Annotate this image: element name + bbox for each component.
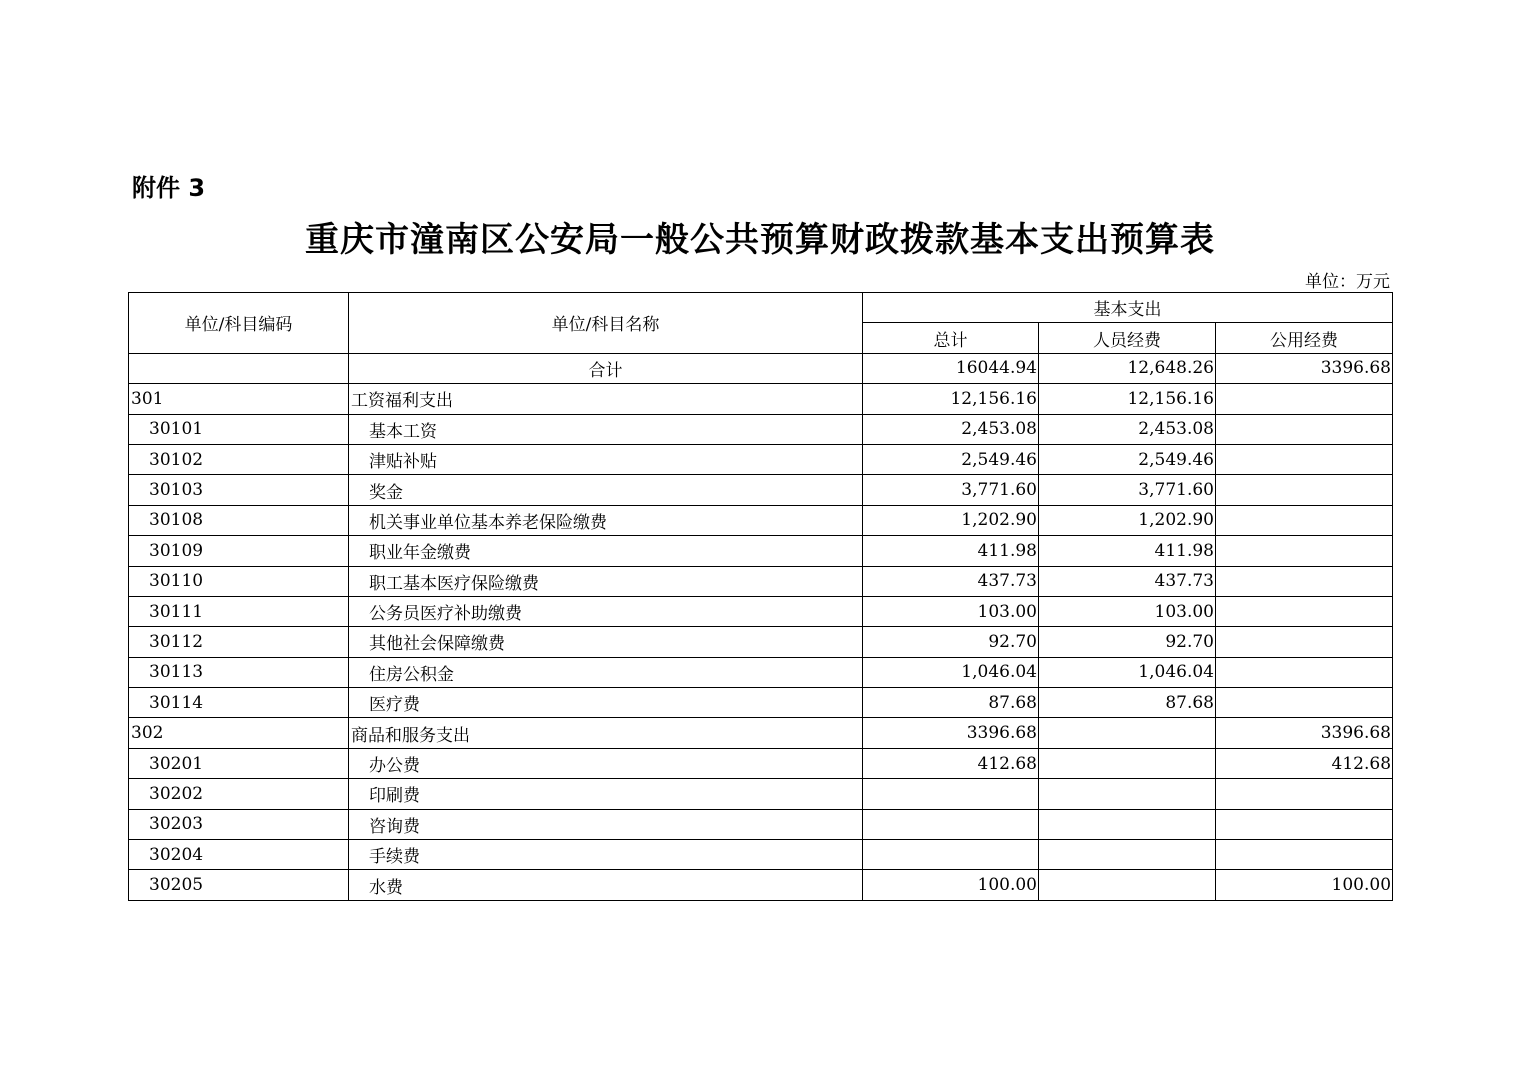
cell-personnel: 12,648.26 — [1039, 353, 1216, 383]
cell-personnel: 87.68 — [1039, 688, 1216, 718]
header-code: 单位/科目编码 — [129, 293, 349, 354]
table-row — [129, 688, 1393, 718]
cell-personnel: 103.00 — [1039, 596, 1216, 626]
table-row — [129, 505, 1393, 535]
cell-public — [1216, 475, 1393, 505]
cell-public — [1216, 505, 1393, 535]
cell-personnel — [1039, 718, 1216, 748]
cell-public — [1216, 596, 1393, 626]
cell-code: 30111 — [129, 596, 349, 626]
cell-personnel — [1039, 748, 1216, 778]
header-name: 单位/科目名称 — [349, 293, 863, 354]
cell-name: 办公费 — [349, 748, 863, 778]
cell-total: 2,453.08 — [863, 414, 1039, 444]
cell-total: 1,202.90 — [863, 505, 1039, 535]
cell-name: 手续费 — [349, 840, 863, 870]
cell-code: 30202 — [129, 779, 349, 809]
cell-name: 机关事业单位基本养老保险缴费 — [349, 505, 863, 535]
header-public: 公用经费 — [1216, 323, 1393, 353]
cell-public — [1216, 536, 1393, 566]
cell-code — [129, 353, 349, 383]
cell-public — [1216, 657, 1393, 687]
table-row — [129, 384, 1393, 414]
cell-personnel: 411.98 — [1039, 536, 1216, 566]
cell-personnel: 1,046.04 — [1039, 657, 1216, 687]
cell-name: 基本工资 — [349, 414, 863, 444]
table-row — [129, 748, 1393, 778]
cell-code: 301 — [129, 384, 349, 414]
table-row — [129, 414, 1393, 444]
table-row — [129, 353, 1393, 383]
cell-total: 1,046.04 — [863, 657, 1039, 687]
cell-total: 3,771.60 — [863, 475, 1039, 505]
cell-code: 30205 — [129, 870, 349, 900]
table-body — [129, 353, 1393, 900]
table-row — [129, 596, 1393, 626]
header-total: 总计 — [863, 323, 1039, 353]
cell-name: 职工基本医疗保险缴费 — [349, 566, 863, 596]
cell-personnel: 437.73 — [1039, 566, 1216, 596]
cell-public — [1216, 840, 1393, 870]
cell-public — [1216, 809, 1393, 839]
cell-name: 其他社会保障缴费 — [349, 627, 863, 657]
cell-name: 咨询费 — [349, 809, 863, 839]
cell-name: 水费 — [349, 870, 863, 900]
cell-name: 工资福利支出 — [349, 384, 863, 414]
cell-name: 奖金 — [349, 475, 863, 505]
cell-total: 437.73 — [863, 566, 1039, 596]
cell-code: 30113 — [129, 657, 349, 687]
cell-public: 3396.68 — [1216, 353, 1393, 383]
cell-personnel — [1039, 779, 1216, 809]
unit-label: 单位：万元 — [1305, 272, 1390, 292]
page-title: 重庆市潼南区公安局一般公共预算财政拨款基本支出预算表 — [305, 220, 1215, 260]
cell-code: 30108 — [129, 505, 349, 535]
header-personnel: 人员经费 — [1039, 323, 1216, 353]
table-row — [129, 809, 1393, 839]
cell-public — [1216, 688, 1393, 718]
cell-total: 87.68 — [863, 688, 1039, 718]
table-row — [129, 840, 1393, 870]
cell-personnel — [1039, 809, 1216, 839]
cell-public — [1216, 444, 1393, 474]
cell-personnel: 2,549.46 — [1039, 444, 1216, 474]
cell-personnel — [1039, 840, 1216, 870]
cell-total: 100.00 — [863, 870, 1039, 900]
cell-code: 30114 — [129, 688, 349, 718]
cell-code: 30103 — [129, 475, 349, 505]
table-row — [129, 627, 1393, 657]
cell-code: 30203 — [129, 809, 349, 839]
cell-public — [1216, 384, 1393, 414]
cell-name: 合计 — [349, 353, 863, 383]
cell-personnel: 1,202.90 — [1039, 505, 1216, 535]
cell-code: 30101 — [129, 414, 349, 444]
header-basic-expenditure: 基本支出 — [863, 293, 1393, 323]
cell-personnel: 12,156.16 — [1039, 384, 1216, 414]
table-row — [129, 566, 1393, 596]
cell-public: 3396.68 — [1216, 718, 1393, 748]
cell-personnel: 92.70 — [1039, 627, 1216, 657]
cell-total — [863, 809, 1039, 839]
table-row — [129, 779, 1393, 809]
table-row — [129, 718, 1393, 748]
cell-code: 30112 — [129, 627, 349, 657]
cell-name: 商品和服务支出 — [349, 718, 863, 748]
cell-total: 2,549.46 — [863, 444, 1039, 474]
cell-name: 公务员医疗补助缴费 — [349, 596, 863, 626]
cell-personnel — [1039, 870, 1216, 900]
cell-total: 92.70 — [863, 627, 1039, 657]
cell-code: 30204 — [129, 840, 349, 870]
table-row — [129, 536, 1393, 566]
cell-name: 津贴补贴 — [349, 444, 863, 474]
cell-total — [863, 779, 1039, 809]
cell-personnel: 3,771.60 — [1039, 475, 1216, 505]
table-row — [129, 870, 1393, 900]
cell-code: 30109 — [129, 536, 349, 566]
cell-public — [1216, 414, 1393, 444]
table-row — [129, 657, 1393, 687]
cell-total: 12,156.16 — [863, 384, 1039, 414]
cell-public — [1216, 779, 1393, 809]
cell-code: 30201 — [129, 748, 349, 778]
cell-public — [1216, 566, 1393, 596]
cell-code: 302 — [129, 718, 349, 748]
attachment-label: 附件 3 — [132, 174, 206, 202]
cell-name: 住房公积金 — [349, 657, 863, 687]
cell-code: 30110 — [129, 566, 349, 596]
cell-total: 3396.68 — [863, 718, 1039, 748]
cell-public: 100.00 — [1216, 870, 1393, 900]
table-row — [129, 475, 1393, 505]
cell-name: 职业年金缴费 — [349, 536, 863, 566]
cell-name: 印刷费 — [349, 779, 863, 809]
cell-code: 30102 — [129, 444, 349, 474]
cell-public: 412.68 — [1216, 748, 1393, 778]
cell-public — [1216, 627, 1393, 657]
cell-personnel: 2,453.08 — [1039, 414, 1216, 444]
cell-total: 16044.94 — [863, 353, 1039, 383]
budget-table — [128, 292, 1393, 901]
cell-name: 医疗费 — [349, 688, 863, 718]
table-row — [129, 444, 1393, 474]
cell-total — [863, 840, 1039, 870]
cell-total: 412.68 — [863, 748, 1039, 778]
cell-total: 411.98 — [863, 536, 1039, 566]
cell-total: 103.00 — [863, 596, 1039, 626]
